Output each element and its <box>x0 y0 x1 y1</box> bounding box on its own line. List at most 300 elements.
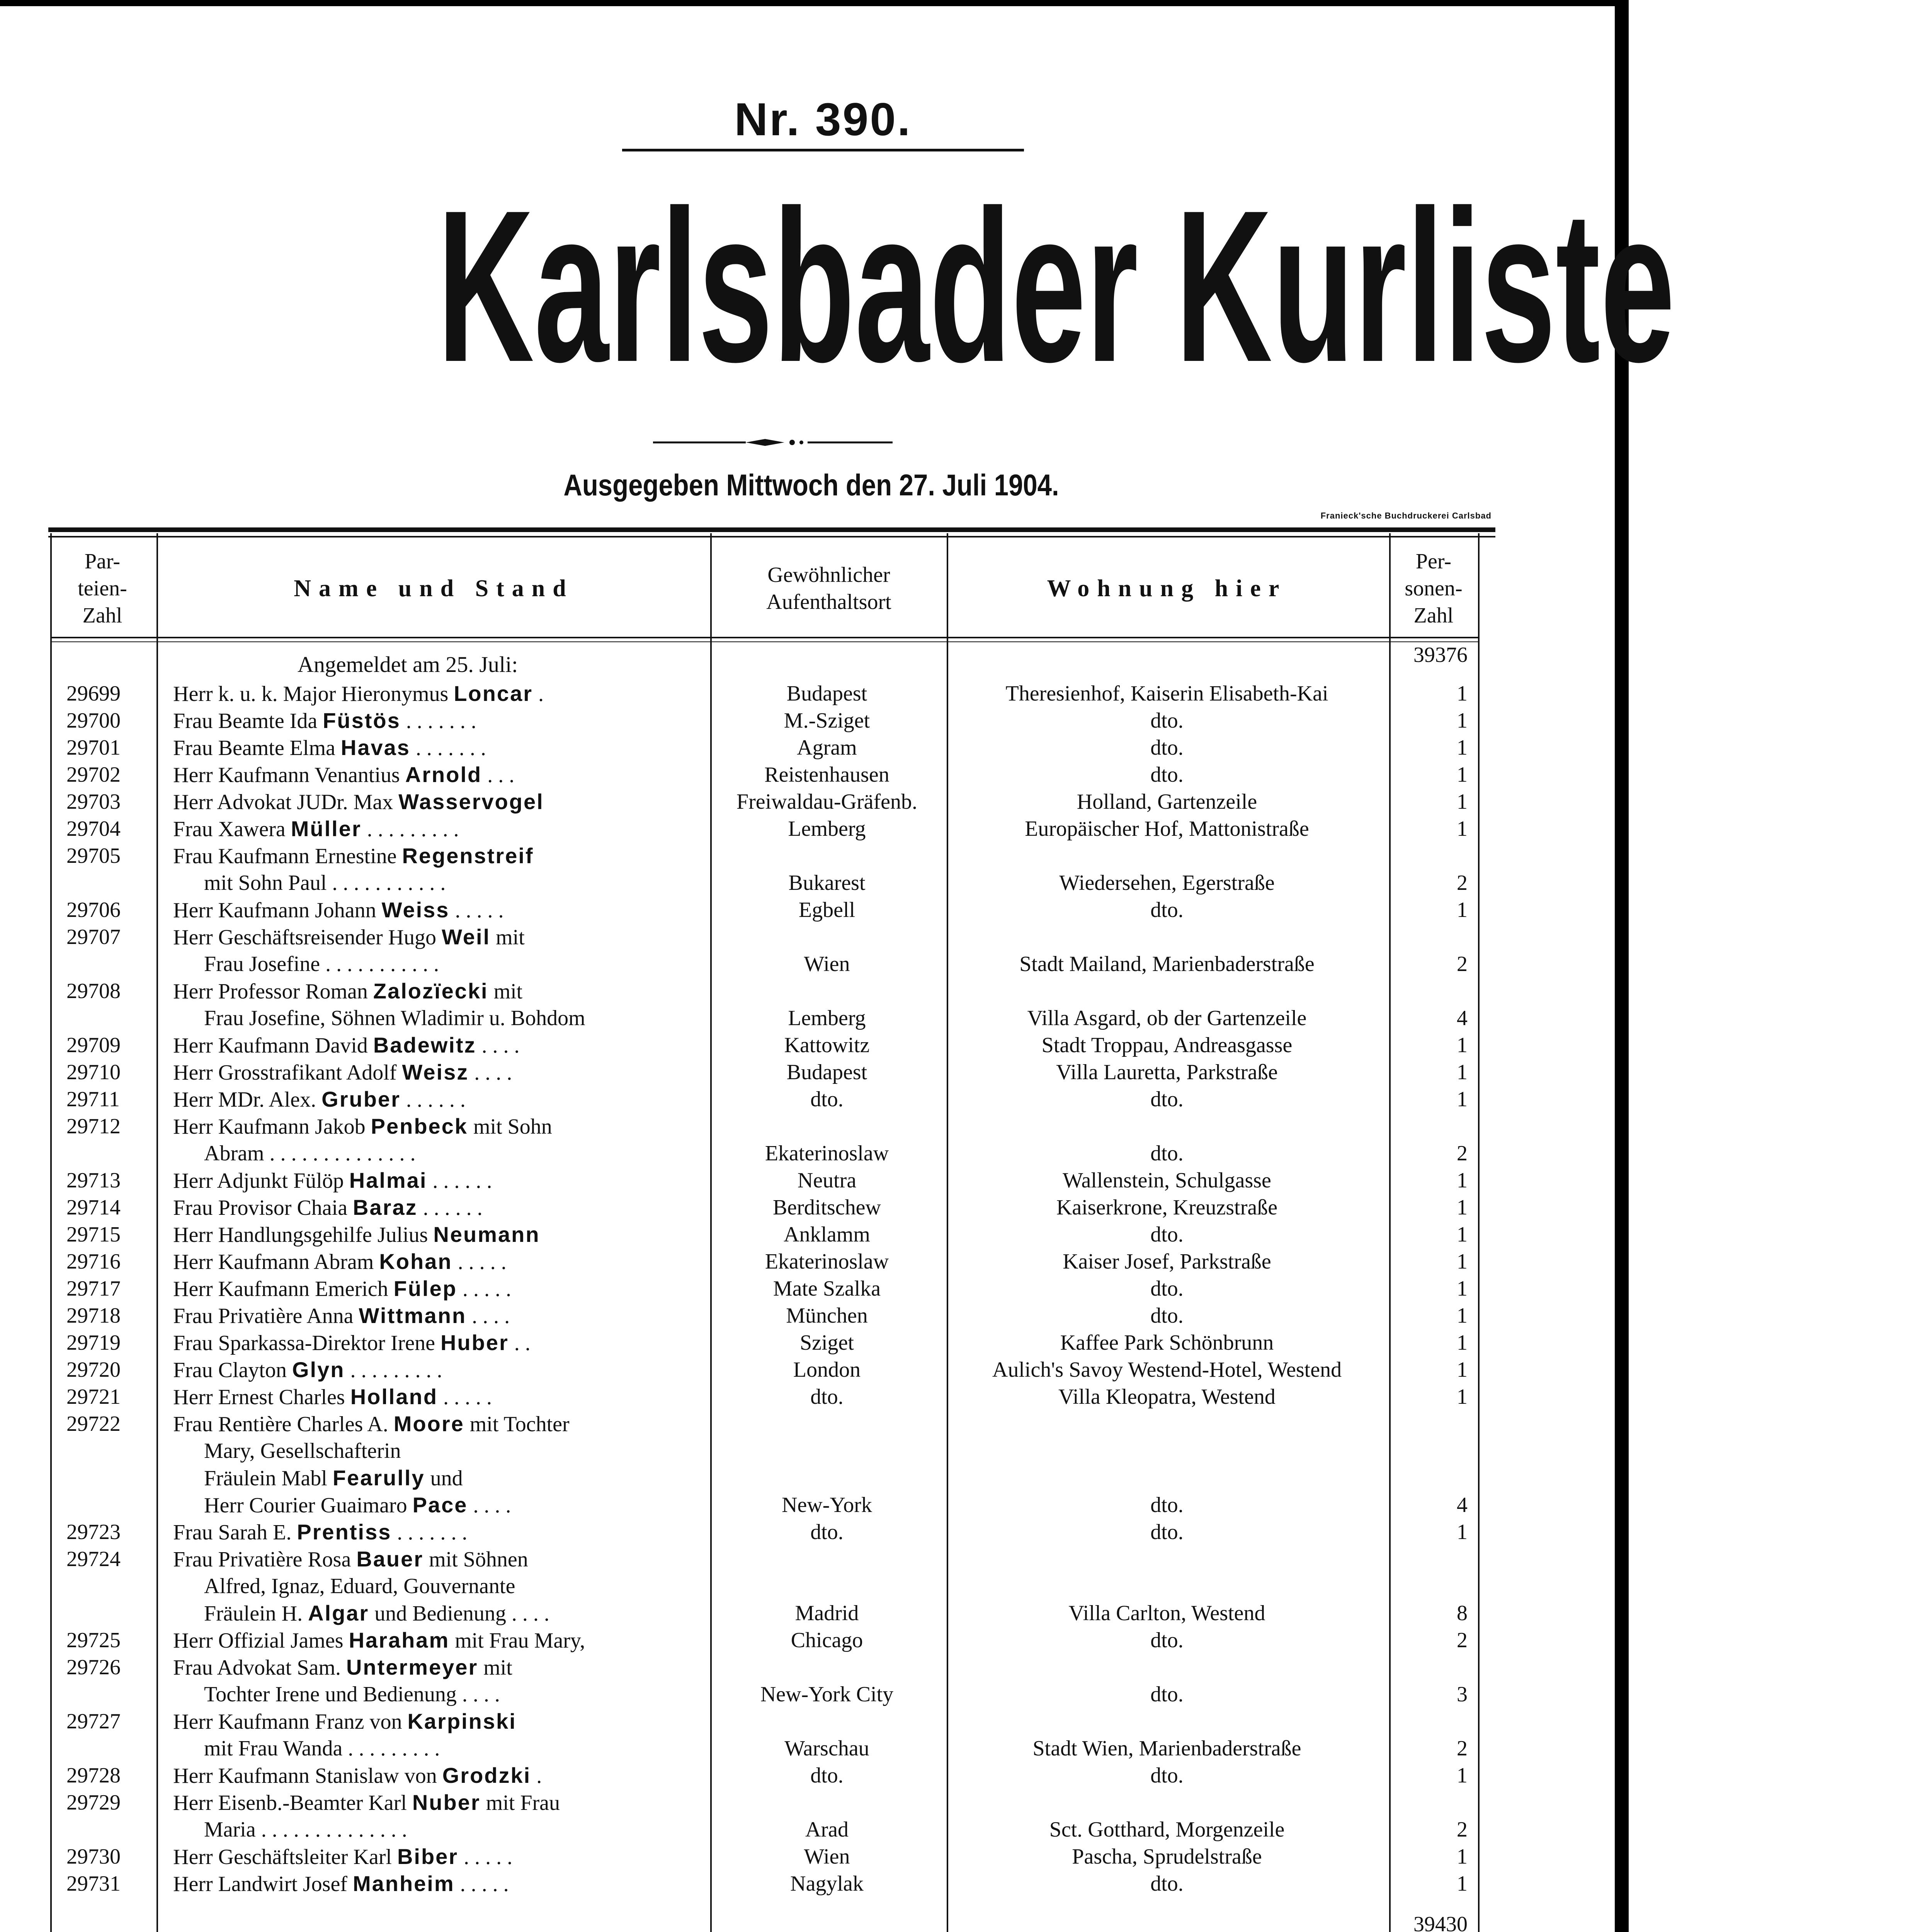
table-top-rule <box>48 527 1495 532</box>
guest-name-line <box>173 1654 706 1681</box>
guest-surname: Wittmann <box>359 1303 467 1328</box>
guest-surname: Manheim <box>352 1871 455 1896</box>
persons-count: 1 <box>1457 736 1468 760</box>
lodging-address: Stadt Wien, Marienbaderstraße <box>1032 1736 1301 1760</box>
guest-name-line <box>173 707 706 735</box>
persons-count: 1 <box>1457 1304 1468 1328</box>
lodging-address: dto. <box>1150 763 1184 787</box>
guest-surname: Halmai <box>349 1168 427 1192</box>
guest-title: Frau Sparkassa-Direktor Irene <box>173 1331 440 1355</box>
guest-surname: Pace <box>412 1493 468 1517</box>
lodging-address: dto. <box>1150 1277 1184 1301</box>
persons-count: 1 <box>1457 1520 1468 1544</box>
party-number: 29711 <box>66 1087 120 1111</box>
guest-name-line <box>173 1356 706 1384</box>
origin-place: Sziget <box>800 1331 854 1355</box>
persons-count: 1 <box>1457 1223 1468 1247</box>
guest-surname: Regenstreif <box>402 844 534 868</box>
guest-surname: Bauer <box>356 1547 424 1571</box>
lodging-address: Sct. Gotthard, Morgenzeile <box>1049 1818 1285 1842</box>
guest-surname: Nuber <box>412 1790 481 1815</box>
guest-name-line <box>173 978 706 1005</box>
lodging-address: Villa Lauretta, Parkstraße <box>1056 1060 1278 1084</box>
party-number: 29706 <box>66 898 121 922</box>
party-number: 29731 <box>66 1872 121 1896</box>
guest-surname: Weisz <box>402 1060 469 1084</box>
party-number: 29708 <box>66 979 121 1003</box>
guest-title: Herr Kaufmann Jakob <box>173 1115 371 1139</box>
lodging-address: dto. <box>1150 1628 1184 1652</box>
guest-name-line <box>173 1113 706 1140</box>
guest-name-tail: . . . . . . <box>400 1088 466 1112</box>
party-number: 29725 <box>66 1628 121 1652</box>
guest-title: Herr Kaufmann Abram <box>173 1250 379 1274</box>
grid-line <box>1478 533 1480 1932</box>
party-number: 29707 <box>66 925 121 949</box>
guest-surname: Algar <box>308 1601 369 1625</box>
masthead-title <box>58 165 1675 407</box>
grid-line <box>50 637 1479 638</box>
guest-name-continuation: Maria . . . . . . . . . . . . . . <box>204 1818 407 1842</box>
persons-count: 1 <box>1457 790 1468 814</box>
col-header-origin: Gewöhnlicher Aufenthaltsort <box>766 563 891 614</box>
guest-name-tail: . . . . . . . . . <box>345 1358 442 1382</box>
party-number: 29710 <box>66 1060 121 1084</box>
guest-name-line <box>173 896 706 924</box>
guest-name-tail: mit <box>490 925 525 949</box>
guest-surname: Wasservogel <box>398 789 544 814</box>
origin-place: Egbell <box>798 898 855 922</box>
guest-surname: Huber <box>440 1330 509 1355</box>
guest-name-tail: mit <box>478 1656 512 1680</box>
issue-date-text: Ausgegeben Mittwoch den 27. Juli 1904. <box>563 468 1060 502</box>
origin-place: Freiwaldau-Gräfenb. <box>736 790 917 814</box>
lodging-address: Pascha, Sprudelstraße <box>1072 1845 1262 1869</box>
guest-surname: Moore <box>393 1412 464 1436</box>
origin-place: München <box>786 1304 868 1328</box>
persons-count: 4 <box>1457 1006 1468 1030</box>
guest-name-tail: . . . . . . . <box>391 1520 468 1544</box>
party-number: 29723 <box>66 1520 121 1544</box>
guest-title: Herr Kaufmann Venantius <box>173 763 405 787</box>
persons-count: 1 <box>1457 1385 1468 1409</box>
origin-place: Lemberg <box>788 1006 866 1030</box>
lodging-address: Villa Kleopatra, Westend <box>1058 1385 1276 1409</box>
party-number: 29716 <box>66 1250 121 1274</box>
lodging-address: dto. <box>1150 1304 1184 1328</box>
guest-name-line <box>173 1248 706 1276</box>
guest-title: Frau Rentière Charles A. <box>173 1412 394 1436</box>
guest-title: Frau Provisor Chaia <box>173 1196 353 1220</box>
party-number: 29701 <box>66 736 121 760</box>
persons-count: 2 <box>1457 1736 1468 1760</box>
guest-title: Herr Landwirt Josef <box>173 1872 353 1896</box>
guest-name-tail: . . . . . . . . . <box>361 817 459 841</box>
guest-surname: Zalozïecki <box>373 979 488 1003</box>
guest-surname: Weil <box>442 925 491 949</box>
lodging-address: Stadt Mailand, Marienbaderstraße <box>1019 952 1315 976</box>
persons-count: 4 <box>1457 1493 1468 1517</box>
guest-name-continuation: mit Sohn Paul . . . . . . . . . . . <box>204 871 446 895</box>
origin-place: Anklamm <box>784 1223 870 1247</box>
lodging-address: Stadt Troppau, Andreasgasse <box>1041 1033 1293 1057</box>
final-total: 39430 <box>1413 1912 1468 1932</box>
guest-title: Frau Sarah E. <box>173 1520 297 1544</box>
persons-count: 3 <box>1457 1682 1468 1706</box>
party-number: 29717 <box>66 1277 121 1301</box>
party-number: 29724 <box>66 1547 121 1571</box>
persons-count: 1 <box>1457 817 1468 841</box>
persons-count: 8 <box>1457 1601 1468 1625</box>
guest-name-tail: mit Söhnen <box>423 1548 528 1571</box>
origin-place: Wien <box>804 1845 850 1869</box>
lodging-address: Holland, Gartenzeile <box>1077 790 1257 814</box>
guest-title: Herr k. u. k. Major Hieronymus <box>173 682 454 706</box>
origin-place: dto. <box>810 1385 844 1409</box>
guest-name-part: Fräulein Mabl <box>204 1466 333 1490</box>
origin-place: Neutra <box>797 1168 857 1192</box>
guest-name-line <box>173 1519 706 1546</box>
origin-place: New-York City <box>760 1682 894 1706</box>
guest-surname: Fearully <box>332 1466 425 1490</box>
guest-title: Frau Kaufmann Ernestine <box>173 844 402 868</box>
guest-name-tail: . . . <box>482 763 515 787</box>
guest-name-line <box>173 761 706 789</box>
party-number: 29719 <box>66 1331 121 1355</box>
col-header-lodging: Wohnung hier <box>1047 575 1287 602</box>
guest-title: Herr Eisenb.-Beamter Karl <box>173 1791 412 1815</box>
guest-name-tail: . . . . <box>476 1034 520 1058</box>
guest-title: Herr Advokat JUDr. Max <box>173 790 399 814</box>
origin-place: Ekaterinoslaw <box>765 1250 889 1274</box>
guest-name-line <box>173 1627 706 1654</box>
persons-count: 1 <box>1457 1845 1468 1869</box>
guest-name-line <box>173 1546 706 1573</box>
guest-surname: Glyn <box>292 1357 345 1382</box>
origin-place: Berditschew <box>773 1196 881 1219</box>
guest-name-continuation: Frau Josefine . . . . . . . . . . . <box>204 952 439 976</box>
guest-name-tail: . <box>531 1764 542 1788</box>
guest-surname: Penbeck <box>371 1114 468 1138</box>
origin-place: Warschau <box>784 1736 869 1760</box>
guest-name-line <box>173 1167 706 1194</box>
guest-surname: Baraz <box>353 1195 418 1219</box>
party-number: 29699 <box>66 682 121 706</box>
guest-name-line <box>173 680 706 707</box>
lodging-address: Kaiserkrone, Kreuzstraße <box>1056 1196 1278 1219</box>
origin-place: Kattowitz <box>784 1033 870 1057</box>
guest-name-tail: . . . . . . <box>417 1196 483 1220</box>
lodging-address: Wallenstein, Schulgasse <box>1063 1168 1271 1192</box>
guest-name-line <box>173 734 706 762</box>
party-number: 29715 <box>66 1223 121 1247</box>
guest-name-tail: . . . . . <box>454 1872 509 1896</box>
guest-title: Frau Beamte Ida <box>173 709 323 733</box>
origin-place: Reistenhausen <box>764 763 889 787</box>
guest-name-line <box>173 788 706 816</box>
origin-place: dto. <box>810 1520 844 1544</box>
guest-name-tail: mit <box>488 980 523 1003</box>
persons-count: 1 <box>1457 763 1468 787</box>
origin-place: Nagylak <box>790 1872 864 1896</box>
guest-name-tail: mit Sohn <box>468 1115 552 1139</box>
col-header-name: Name und Stand <box>294 575 574 602</box>
persons-count: 2 <box>1457 1628 1468 1652</box>
party-number: 29730 <box>66 1845 121 1869</box>
grid-line <box>50 641 1479 642</box>
lodging-address: dto. <box>1150 1087 1184 1111</box>
guest-name-tail: . . . . . <box>449 898 504 922</box>
guest-name-tail: . . . . . <box>458 1845 513 1869</box>
guest-name-line <box>173 842 706 870</box>
persons-count: 1 <box>1457 682 1468 706</box>
persons-count: 1 <box>1457 1250 1468 1274</box>
party-number: 29704 <box>66 817 121 841</box>
guest-name-tail: . . <box>509 1331 531 1355</box>
guest-title: Frau Privatière Anna <box>173 1304 359 1328</box>
lodging-address: dto. <box>1150 1141 1184 1165</box>
persons-count: 2 <box>1457 952 1468 976</box>
guest-surname: Neumann <box>433 1222 540 1247</box>
lodging-address: dto. <box>1150 1493 1184 1517</box>
guest-name-tail: mit Frau Mary, <box>449 1629 585 1653</box>
guest-name-continuation: Tochter Irene und Bedienung . . . . <box>204 1682 500 1706</box>
origin-place: Madrid <box>795 1601 859 1625</box>
guest-name-part: Fräulein H. <box>204 1602 308 1626</box>
origin-place: dto. <box>810 1087 844 1111</box>
lodging-address: Aulich's Savoy Westend-Hotel, Westend <box>992 1358 1342 1382</box>
persons-count: 1 <box>1457 1060 1468 1084</box>
guest-name-tail: . . . . . . . <box>410 736 486 760</box>
guest-name-tail: . . . . <box>469 1061 512 1085</box>
lodging-address: Villa Asgard, ob der Gartenzeile <box>1027 1006 1307 1030</box>
guest-name-continuation <box>173 1464 737 1492</box>
lodging-address: Europäischer Hof, Mattonistraße <box>1025 817 1309 841</box>
guest-title: Frau Xawera <box>173 817 291 841</box>
guest-name-tail: . . . . . <box>452 1250 507 1274</box>
origin-place: Lemberg <box>788 817 866 841</box>
guest-name-line <box>173 1059 706 1086</box>
lodging-address: dto. <box>1150 1764 1184 1787</box>
guest-title: Herr Kaufmann Stanislaw von <box>173 1764 442 1788</box>
persons-count: 1 <box>1457 1277 1468 1301</box>
guest-surname: Holland <box>350 1384 438 1409</box>
guest-title: Herr Kaufmann Franz von <box>173 1710 408 1734</box>
printer-imprint: Franieck'sche Buchdruckerei Carlsbad <box>1320 511 1492 520</box>
origin-place: dto. <box>810 1764 844 1787</box>
guest-surname: Kohan <box>379 1249 452 1274</box>
guest-surname: Grodzki <box>442 1763 531 1787</box>
guest-name-line <box>173 1194 706 1221</box>
guest-name-line <box>173 1708 706 1735</box>
party-number: 29718 <box>66 1304 121 1328</box>
persons-count: 2 <box>1457 1141 1468 1165</box>
scan-edge-top <box>0 0 1629 6</box>
masthead-title-text: Karlsbader Kurliste <box>437 165 1675 407</box>
table-top-rule-thin <box>48 536 1495 537</box>
lodging-address: Kaffee Park Schönbrunn <box>1060 1331 1274 1355</box>
guest-surname: Füstös <box>323 708 401 733</box>
guest-surname: Arnold <box>405 762 482 787</box>
origin-place: Budapest <box>786 682 867 706</box>
guest-name-tail: . . . . . <box>438 1385 492 1409</box>
origin-place: Arad <box>805 1818 849 1842</box>
section-label: Angemeldet am 25. Juli: <box>298 652 518 677</box>
lodging-address: dto. <box>1150 1223 1184 1247</box>
persons-count: 1 <box>1457 1196 1468 1219</box>
lodging-address: dto. <box>1150 1520 1184 1544</box>
guest-name-continuation <box>173 1492 737 1519</box>
origin-place: Chicago <box>791 1628 863 1652</box>
guest-surname: Loncar <box>454 681 533 706</box>
persons-count: 1 <box>1457 1331 1468 1355</box>
guest-name-line <box>173 1789 706 1816</box>
guest-name-continuation: Mary, Gesellschafterin <box>204 1439 401 1463</box>
guest-name-tail: . . . . <box>468 1493 511 1517</box>
issue-underline <box>622 149 1024 151</box>
lodging-address: Kaiser Josef, Parkstraße <box>1063 1250 1271 1274</box>
party-number: 29713 <box>66 1168 121 1192</box>
guest-title: Frau Privatière Rosa <box>173 1548 357 1571</box>
guest-name-continuation: Abram . . . . . . . . . . . . . . <box>204 1141 416 1165</box>
persons-count: 1 <box>1457 1764 1468 1787</box>
party-number: 29709 <box>66 1033 121 1057</box>
guest-surname: Biber <box>397 1844 459 1869</box>
guest-surname: Havas <box>340 735 410 760</box>
lodging-address: dto. <box>1150 709 1184 733</box>
guest-name-tail: und Bedienung . . . . <box>369 1602 549 1626</box>
guest-title: Herr Adjunkt Fülöp <box>173 1169 349 1193</box>
party-number: 29700 <box>66 709 121 733</box>
issue-date <box>386 468 1236 503</box>
guest-title: Frau Clayton <box>173 1358 292 1382</box>
guest-title: Herr Geschäftsleiter Karl <box>173 1845 397 1869</box>
origin-place: Budapest <box>786 1060 867 1084</box>
lodging-address: Theresienhof, Kaiserin Elisabeth-Kai <box>1005 682 1328 706</box>
guest-name-line <box>173 815 706 843</box>
origin-place: Wien <box>804 952 850 976</box>
guest-surname: Badewitz <box>373 1033 476 1057</box>
guest-title: Frau Beamte Elma <box>173 736 341 760</box>
guest-name-continuation: Frau Josefine, Söhnen Wladimir u. Bohdom <box>204 1006 585 1030</box>
persons-count: 1 <box>1457 1872 1468 1896</box>
issue-number: Nr. 390. <box>734 94 912 145</box>
col-header-persons: Per- sonen- Zahl <box>1405 549 1463 628</box>
party-number: 29727 <box>66 1709 121 1733</box>
persons-count: 1 <box>1457 1358 1468 1382</box>
guest-name-tail: und <box>425 1466 463 1490</box>
guest-name-line <box>173 1221 706 1248</box>
party-number: 29702 <box>66 763 121 787</box>
guest-surname: Haraham <box>349 1628 450 1652</box>
guest-surname: Prentiss <box>297 1520 392 1544</box>
guest-name-line <box>173 1086 706 1113</box>
party-number: 29729 <box>66 1791 121 1815</box>
guest-surname: Müller <box>291 816 362 841</box>
party-number: 29712 <box>66 1114 121 1138</box>
lodging-address: dto. <box>1150 1682 1184 1706</box>
guest-surname: Karpinski <box>407 1709 517 1733</box>
lodging-address: Wiedersehen, Egerstraße <box>1059 871 1275 895</box>
guest-surname: Gruber <box>321 1087 401 1111</box>
persons-count: 1 <box>1457 709 1468 733</box>
guest-name-line <box>173 1302 706 1330</box>
party-number: 29726 <box>66 1655 121 1679</box>
persons-count: 2 <box>1457 871 1468 895</box>
guest-title: Herr Grosstrafikant Adolf <box>173 1061 402 1085</box>
party-number: 29705 <box>66 844 121 868</box>
guest-name-continuation <box>173 1600 737 1627</box>
guest-name-line <box>173 923 706 951</box>
origin-place: Ekaterinoslaw <box>765 1141 889 1165</box>
persons-count: 1 <box>1457 898 1468 922</box>
guest-name-continuation: mit Frau Wanda . . . . . . . . . <box>204 1736 440 1760</box>
guest-title: Herr Handlungsgehilfe Julius <box>173 1223 434 1247</box>
lodging-address: dto. <box>1150 898 1184 922</box>
guest-name-line <box>173 1275 706 1303</box>
origin-place: New-York <box>782 1493 872 1517</box>
guest-name-line <box>173 1762 706 1789</box>
guest-name-continuation: Alfred, Ignaz, Eduard, Gouvernante <box>204 1574 515 1598</box>
guest-name-line <box>173 1410 706 1438</box>
guest-title: Herr Offizial James <box>173 1629 349 1653</box>
origin-place: M.-Sziget <box>784 709 870 733</box>
persons-count: 1 <box>1457 1033 1468 1057</box>
party-number: 29703 <box>66 790 121 814</box>
guest-surname: Weiss <box>381 898 450 922</box>
guest-name-line <box>173 1329 706 1357</box>
col-header-number: Par- teien- Zahl <box>78 549 127 628</box>
lodging-address: dto. <box>1150 1872 1184 1896</box>
origin-place: London <box>793 1358 861 1382</box>
persons-count: 1 <box>1457 1168 1468 1192</box>
guest-surname: Untermeyer <box>346 1655 478 1679</box>
guest-title: Herr Kaufmann Johann <box>173 898 382 922</box>
guest-name-tail: mit Tochter <box>464 1412 570 1436</box>
origin-place: Bukarest <box>788 871 866 895</box>
guest-surname: Fülep <box>393 1276 457 1301</box>
guest-title: Herr Kaufmann David <box>173 1034 373 1058</box>
lodging-address: Villa Carlton, Westend <box>1068 1601 1265 1625</box>
guest-title: Herr MDr. Alex. <box>173 1088 322 1112</box>
guest-title: Frau Advokat Sam. <box>173 1656 346 1680</box>
grid-line <box>1389 533 1391 1932</box>
guest-title: Herr Kaufmann Emerich <box>173 1277 394 1301</box>
party-number: 29728 <box>66 1764 121 1787</box>
origin-place: Agram <box>797 736 857 760</box>
guest-name-tail: . . . . . . <box>427 1169 492 1193</box>
guest-title: Herr Geschäftsreisender Hugo <box>173 925 442 949</box>
carry-total: 39376 <box>1413 643 1468 667</box>
guest-name-tail: mit Frau <box>480 1791 560 1815</box>
grid-line <box>50 533 52 1932</box>
guest-title: Herr Professor Roman <box>173 980 373 1003</box>
persons-count: 2 <box>1457 1818 1468 1842</box>
guest-name-part: Herr Courier Guaimaro <box>204 1493 413 1517</box>
guest-name-tail: . . . . . <box>457 1277 511 1301</box>
party-number: 29722 <box>66 1412 121 1436</box>
guest-name-tail: . . . . <box>466 1304 510 1328</box>
persons-count: 1 <box>1457 1087 1468 1111</box>
ornament-divider <box>653 437 893 448</box>
guest-name-line <box>173 1870 706 1898</box>
party-number: 29714 <box>66 1196 121 1219</box>
guest-name-line <box>173 1032 706 1059</box>
guest-name-line <box>173 1383 706 1411</box>
guest-name-line <box>173 1843 706 1871</box>
origin-place: Mate Szalka <box>773 1277 881 1301</box>
guest-name-tail: . . . . . . . <box>400 709 476 733</box>
